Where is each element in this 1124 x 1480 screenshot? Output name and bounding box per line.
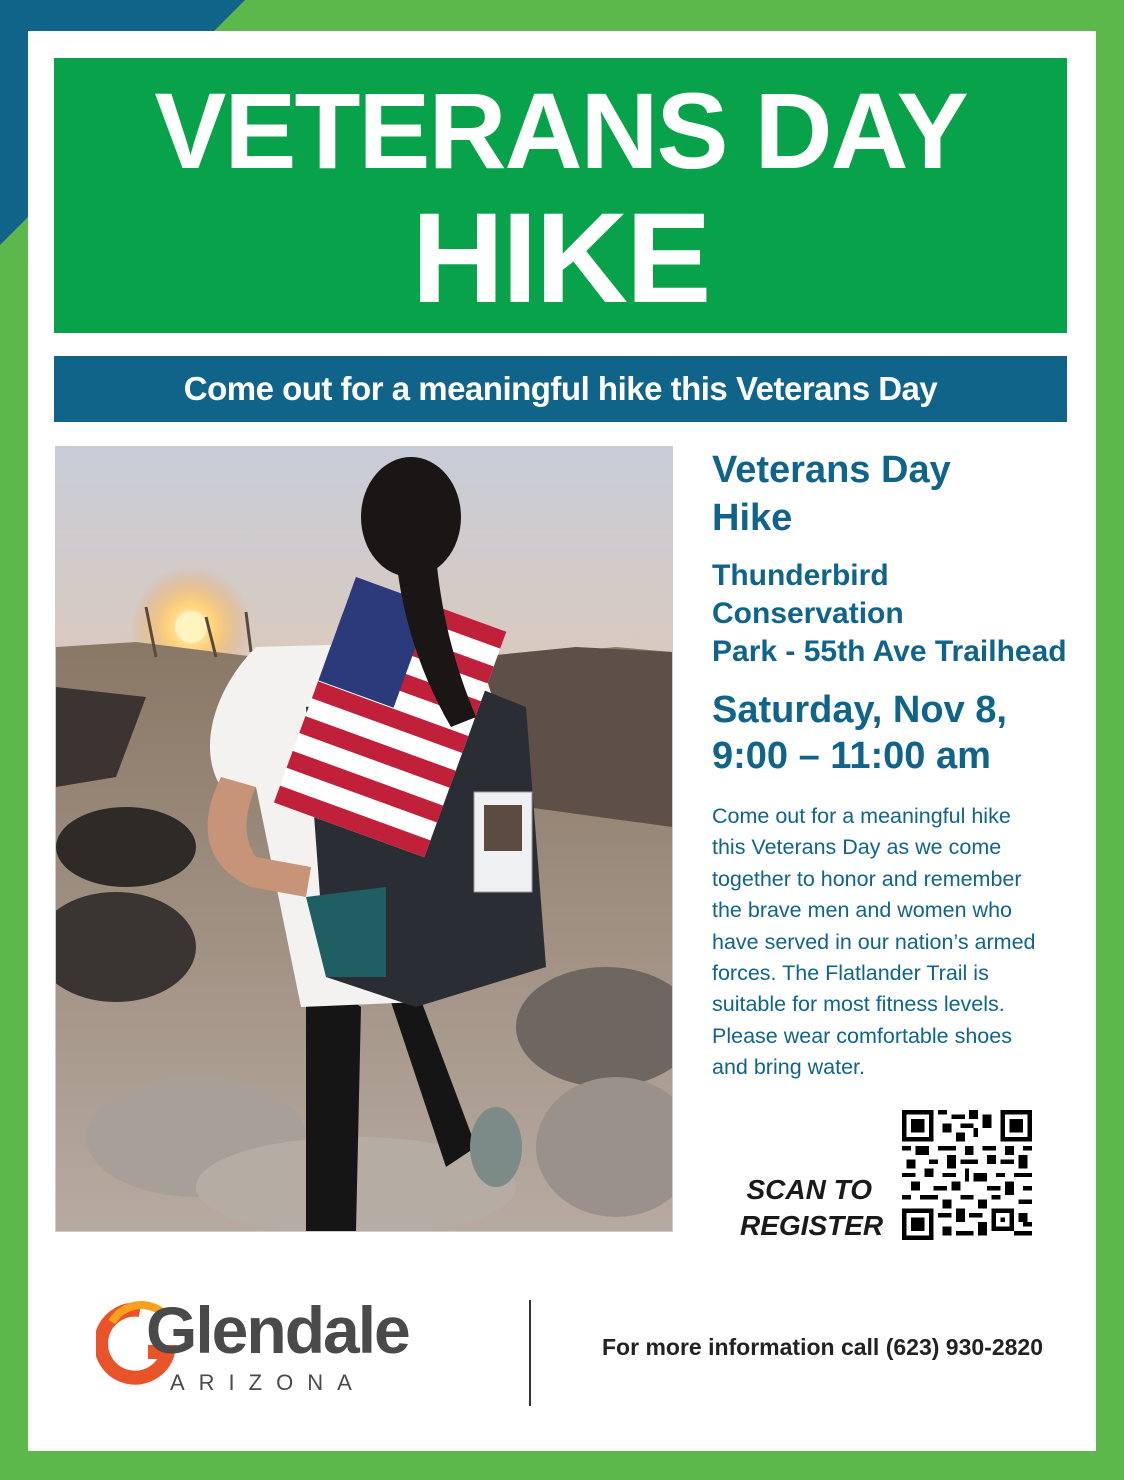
subtitle-banner: Come out for a meaningful hike this Veterans Day <box>54 356 1067 422</box>
logo-subtitle: ARIZONA <box>170 1370 366 1395</box>
event-time: 9:00 – 11:00 am <box>712 735 991 777</box>
contact-info: For more information call (623) 930-2820 <box>602 1334 1043 1360</box>
title-banner <box>54 58 1067 333</box>
scan-line-2: REGISTER <box>740 1210 884 1241</box>
location-line-1: Thunderbird Conservation <box>712 559 904 630</box>
title-line-2: HIKE <box>411 187 710 330</box>
event-details <box>712 446 1082 1084</box>
event-date: Saturday, Nov 8, <box>712 689 1007 731</box>
location-line-2: Park - 55th Ave Trailhead <box>712 635 1067 668</box>
title-line-1: VETERANS DAY <box>154 70 967 191</box>
event-datetime <box>712 687 1082 779</box>
logo-name: Glendale <box>146 1293 409 1367</box>
glendale-logo <box>96 1290 456 1400</box>
event-name <box>712 446 1082 542</box>
scan-to-register-label <box>740 1172 884 1244</box>
event-location <box>712 557 1082 671</box>
scan-line-1: SCAN TO <box>746 1174 872 1205</box>
event-name-line-2: Hike <box>712 497 793 539</box>
hiker-photo <box>55 446 673 1232</box>
qr-code-icon[interactable] <box>902 1110 1032 1240</box>
hiker-with-flag-image <box>56 447 672 1231</box>
event-description: Come out for a meaningful hike this Veterans Day as we come together to honor and remember the brave men and women who have served in our nation’s armed forces. The Flatlander Trail is suitable for most fitness levels. Please wear comfortable shoes and bring water. <box>712 804 1036 1080</box>
footer-divider <box>529 1300 531 1406</box>
event-name-line-1: Veterans Day <box>712 449 951 491</box>
